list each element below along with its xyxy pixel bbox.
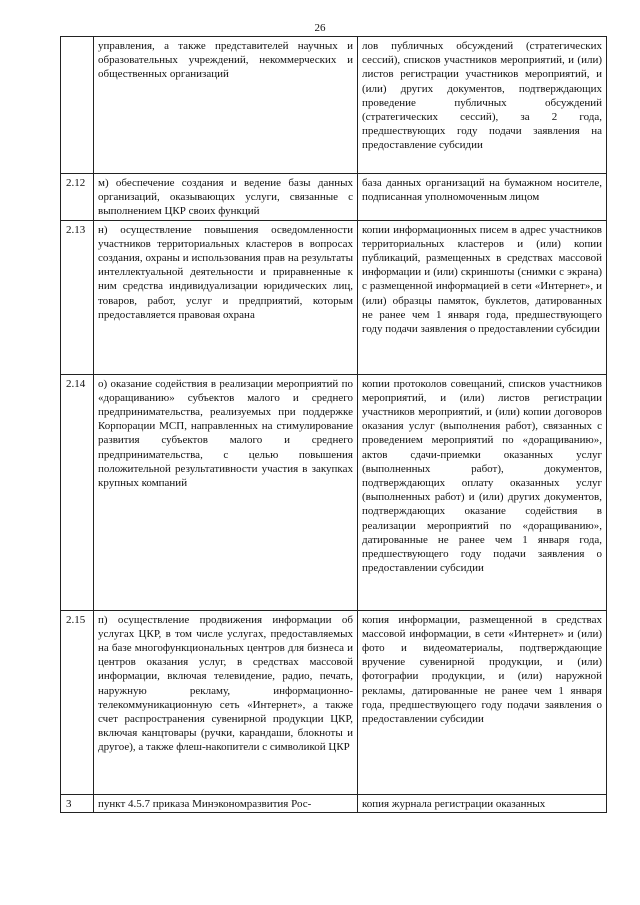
documents-text: копия журнала регистрации оказанных [362,797,546,810]
table-row [61,610,607,794]
row-number-cell: 2.12 [61,174,94,221]
requirements-table [60,36,607,813]
activity-text: м) обеспечение создания и ведение базы данных организаций, оказывающих услуги, связанные с выполнением ЦКР своих функций [98,177,353,218]
activity-cell [94,220,358,374]
documents-text: копия информации, размещенной в средствах массовой информации, в сети «Интернет» и (или) фото и видеоматериалы, подтверждающие вручение сувенирной продукции, и (или) фотографии продукции, и (или) наружной рекламы, датированные не ранее чем 1 января года, предшествующего году подачи заявления о предоставлении субсидии [362,613,602,726]
documents-text: база данных организаций на бумажном носителе, подписанная уполномоченным лицом [362,177,602,204]
row-number-cell [61,37,94,174]
activity-text: управления, а также представителей научных и образовательных учреждений, некоммерческих и общественных организаций [98,40,353,81]
table-row [61,220,607,374]
activity-cell [94,174,358,221]
row-number-cell: 2.15 [61,610,94,794]
documents-cell [358,174,607,221]
table-row [61,37,607,174]
activity-text: п) осуществление продвижения информации об услугах ЦКР, в том числе услугах, предоставляемых на базе многофункциональных центров для бизнеса и центров оказания услуг, в средствах массовой информации, включая телевидение, радио, печать, наружную рекламу, информационно-телекоммуникационную сеть «Интернет», а также счет распространения сувенирной продукции ЦКР, включая канцтовары (ручки, карандаши, блокноты и другое), а также флеш-накопители с символикой ЦКР [98,613,353,754]
activity-cell [94,37,358,174]
table-row [61,374,607,610]
table-row [61,794,607,812]
documents-text: копии информационных писем в адрес участников территориальных кластеров и (или) копии публикаций, размещенных в средствах массовой информации и (или) скриншоты (снимки с экрана) с размещенной информацией в сети «Интернет», и (или) образцы памяток, буклетов, датированных не ранее чем 1 января года, предшествующего году подачи заявления о предоставлении субсидии [362,223,602,336]
activity-cell [94,374,358,610]
table-row [61,174,607,221]
activity-cell [94,794,358,812]
activity-cell [94,610,358,794]
documents-cell [358,374,607,610]
row-number-cell: 2.14 [61,374,94,610]
documents-cell [358,37,607,174]
activity-text: пункт 4.5.7 приказа Минэкономразвития Рос- [98,797,312,810]
documents-cell [358,610,607,794]
documents-text: копии протоколов совещаний, списков участников мероприятий, и (или) листов регистрации участников мероприятий, и (или) копии договоров оказания услуг (выполнения работ), связанных с проведением мероприятий по «доращиванию», актов сдачи-приемки оказанных услуг (выполненных работ), документов, подтверждающих оплату оказанных услуг (выполненных работ) и (или) других документов, подтверждающих оказание содействия в реализации мероприятий по «доращиванию», датированные не ранее чем 1 января года, предшествующего году подачи заявления о предоставлении субсидии [362,377,602,575]
row-number-cell: 2.13 [61,220,94,374]
activity-text: н) осуществление повышения осведомленности участников территориальных кластеров в вопросах создания, охраны и использования прав на результаты интеллектуальной деятельности и приравненные к ним средства индивидуализации юридических лиц, товаров, работ, услуг и предприятий, которым предоставляется правовая охрана [98,223,353,321]
documents-cell [358,794,607,812]
documents-text: лов публичных обсуждений (стратегических сессий), списков участников мероприятий, и (или) листов регистрации участников мероприятий, и (или) других документов, подтверждающих проведение публичных обсуждений (стратегических сессий), за 2 года, предшествующих году подачи заявления на предоставление субсидии [362,40,602,152]
page-number: 26 [314,22,326,34]
row-number-cell: 3 [61,794,94,812]
documents-cell [358,220,607,374]
activity-text: о) оказание содействия в реализации мероприятий по «доращиванию» субъектов малого и среднего предпринимательства, реализуемых при поддержке Корпорации МСП, направленных на стимулирование развития субъектов малого и среднего предпринимательства, с целью повышения положительной результативности участия в закупках крупных компаний [98,377,353,490]
